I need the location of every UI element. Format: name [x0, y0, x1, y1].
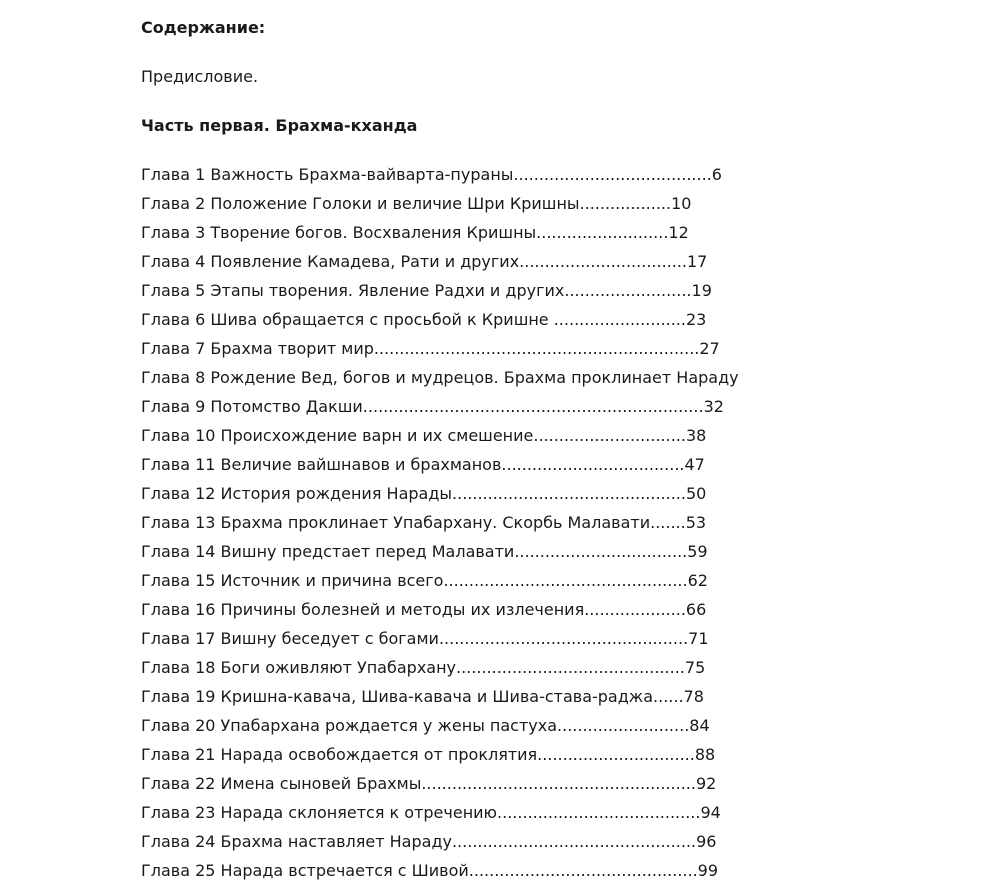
toc-entry: Глава 1 Важность Брахма-вайварта-пураны.......................................6	[141, 165, 722, 184]
toc-entry: Глава 7 Брахма творит мир................................................................27	[141, 339, 720, 358]
table-of-contents	[141, 160, 739, 885]
toc-entry: Глава 4 Появление Камадева, Рати и других.................................17	[141, 252, 708, 271]
toc-entry: Глава 17 Вишну беседует с богами.................................................71	[141, 629, 709, 648]
toc-entry: Глава 19 Кришна-кавача, Шива-кавача и Шива-става-раджа......78	[141, 687, 704, 706]
toc-entry: Глава 21 Нарада освобождается от проклятия...............................88	[141, 745, 716, 764]
part-heading: Часть первая. Брахма-кханда	[141, 116, 418, 135]
toc-entry: Глава 11 Величие вайшнавов и брахманов....................................47	[141, 455, 705, 474]
toc-entry: Глава 10 Происхождение варн и их смешение..............................38	[141, 426, 707, 445]
contents-heading: Содержание:	[141, 18, 266, 37]
toc-entry: Глава 25 Нарада встречается с Шивой.............................................99	[141, 861, 719, 880]
toc-entry: Глава 14 Вишну предстает перед Малавати..................................59	[141, 542, 708, 561]
toc-entry: Глава 20 Упабархана рождается у жены пастуха..........................84	[141, 716, 710, 735]
toc-entry: Глава 15 Источник и причина всего................................................62	[141, 571, 708, 590]
toc-entry: Глава 24 Брахма наставляет Нараду................................................96	[141, 832, 717, 851]
toc-entry: Глава 16 Причины болезней и методы их излечения....................66	[141, 600, 707, 619]
toc-entry: Глава 8 Рождение Вед, богов и мудрецов. Брахма проклинает Нараду	[141, 368, 739, 387]
toc-entry: Глава 3 Творение богов. Восхваления Кришны..........................12	[141, 223, 689, 242]
toc-entry: Глава 5 Этапы творения. Явление Радхи и других.........................19	[141, 281, 712, 300]
toc-entry: Глава 23 Нарада склоняется к отречению........................................94	[141, 803, 721, 822]
toc-entry: Глава 6 Шива обращается с просьбой к Кришне ..........................23	[141, 310, 707, 329]
preface-line: Предисловие.	[141, 67, 259, 86]
toc-entry: Глава 18 Боги оживляют Упабархану.............................................75	[141, 658, 706, 677]
toc-entry: Глава 9 Потомство Дакши...................................................................32	[141, 397, 724, 416]
toc-entry: Глава 12 История рождения Нарады..............................................50	[141, 484, 707, 503]
toc-entry: Глава 13 Брахма проклинает Упабархану. Скорбь Малавати.......53	[141, 513, 707, 532]
toc-entry: Глава 2 Положение Голоки и величие Шри Кришны..................10	[141, 194, 692, 213]
toc-entry: Глава 22 Имена сыновей Брахмы......................................................92	[141, 774, 717, 793]
